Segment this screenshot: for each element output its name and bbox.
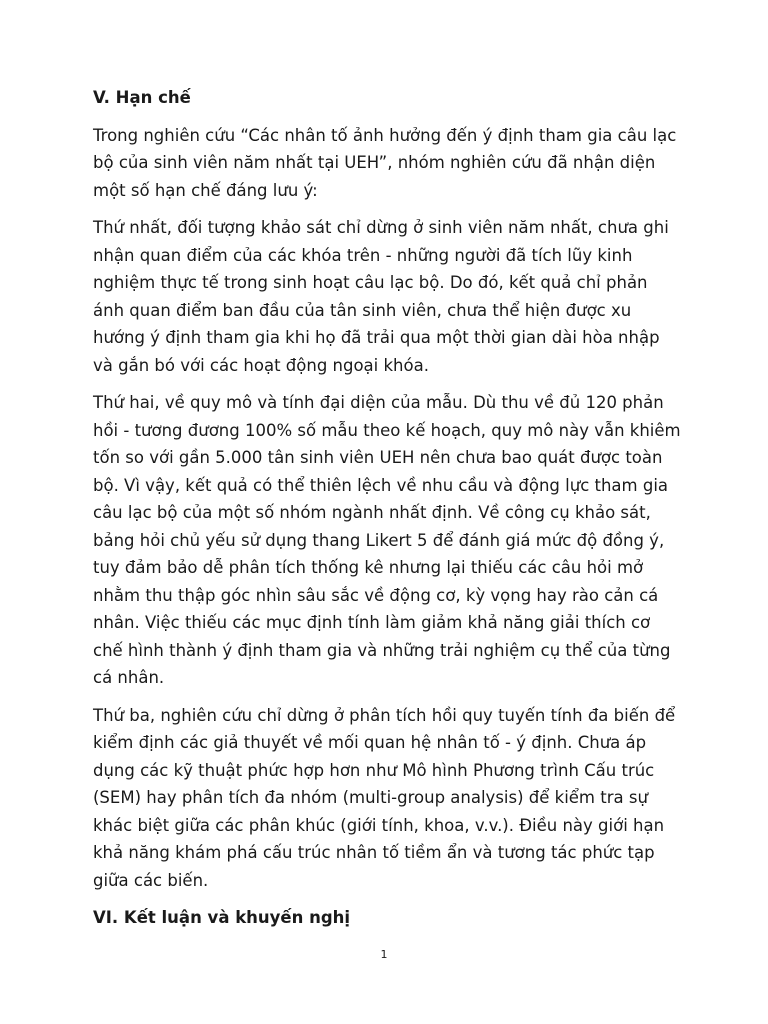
page-number: 1 [380,948,388,961]
page-content [93,84,681,932]
paragraph-intro: Trong nghiên cứu “Các nhân tố ảnh hưởng đến ý định tham gia câu lạc bộ của sinh viên năm nhất tại UEH”, nhóm nghiên cứu đã nhận diện một số hạn chế đáng lưu ý: [93,125,677,200]
paragraph-first-limitation: Thứ nhất, đối tượng khảo sát chỉ dừng ở sinh viên năm nhất, chưa ghi nhận quan điểm của các khóa trên - những người đã tích lũy kinh nghiệm thực tế trong sinh hoạt câu lạc bộ. Do đó, kết quả chỉ phản ánh quan điểm ban đầu của tân sinh viên, chưa thể hiện được xu hướng ý định tham gia khi họ đã trải qua một thời gian dài hòa nhập và gắn bó với các hoạt động ngoại khóa. [93,218,669,375]
paragraph-third-limitation: Thứ ba, nghiên cứu chỉ dừng ở phân tích hồi quy tuyến tính đa biến để kiểm định các giả thuyết về mối quan hệ nhân tố - ý định. Chưa áp dụng các kỹ thuật phức hợp hơn như Mô hình Phương trình Cấu trúc (SEM) hay phân tích đa nhóm (multi-group analysis) để kiểm tra sự khác biệt giữa các phân khúc (giới tính, khoa, v.v.). Điều này giới hạn khả năng khám phá cấu trúc nhân tố tiềm ẩn và tương tác phức tạp giữa các biến. [93,705,676,890]
paragraph-second-limitation: Thứ hai, về quy mô và tính đại diện của mẫu. Dù thu về đủ 120 phản hồi - tương đương 100% số mẫu theo kế hoạch, quy mô này vẫn khiêm tốn so với gần 5.000 tân sinh viên UEH nên chưa bao quát được toàn bộ. Vì vậy, kết quả có thể thiên lệch về nhu cầu và động lực tham gia câu lạc bộ của một số nhóm ngành nhất định. Về công cụ khảo sát, bảng hỏi chủ yếu sử dụng thang Likert 5 để đánh giá mức độ đồng ý, tuy đảm bảo dễ phân tích thống kê nhưng lại thiếu các câu hỏi mở nhằm thu thập góc nhìn sâu sắc về động cơ, kỳ vọng hay rào cản cá nhân. Việc thiếu các mục định tính làm giảm khả năng giải thích cơ chế hình thành ý định tham gia và những trải nghiệm cụ thể của từng cá nhân. [93,393,681,687]
section-heading-limitations: V. Hạn chế [93,88,191,107]
section-heading-conclusion: VI. Kết luận và khuyến nghị [93,908,351,927]
